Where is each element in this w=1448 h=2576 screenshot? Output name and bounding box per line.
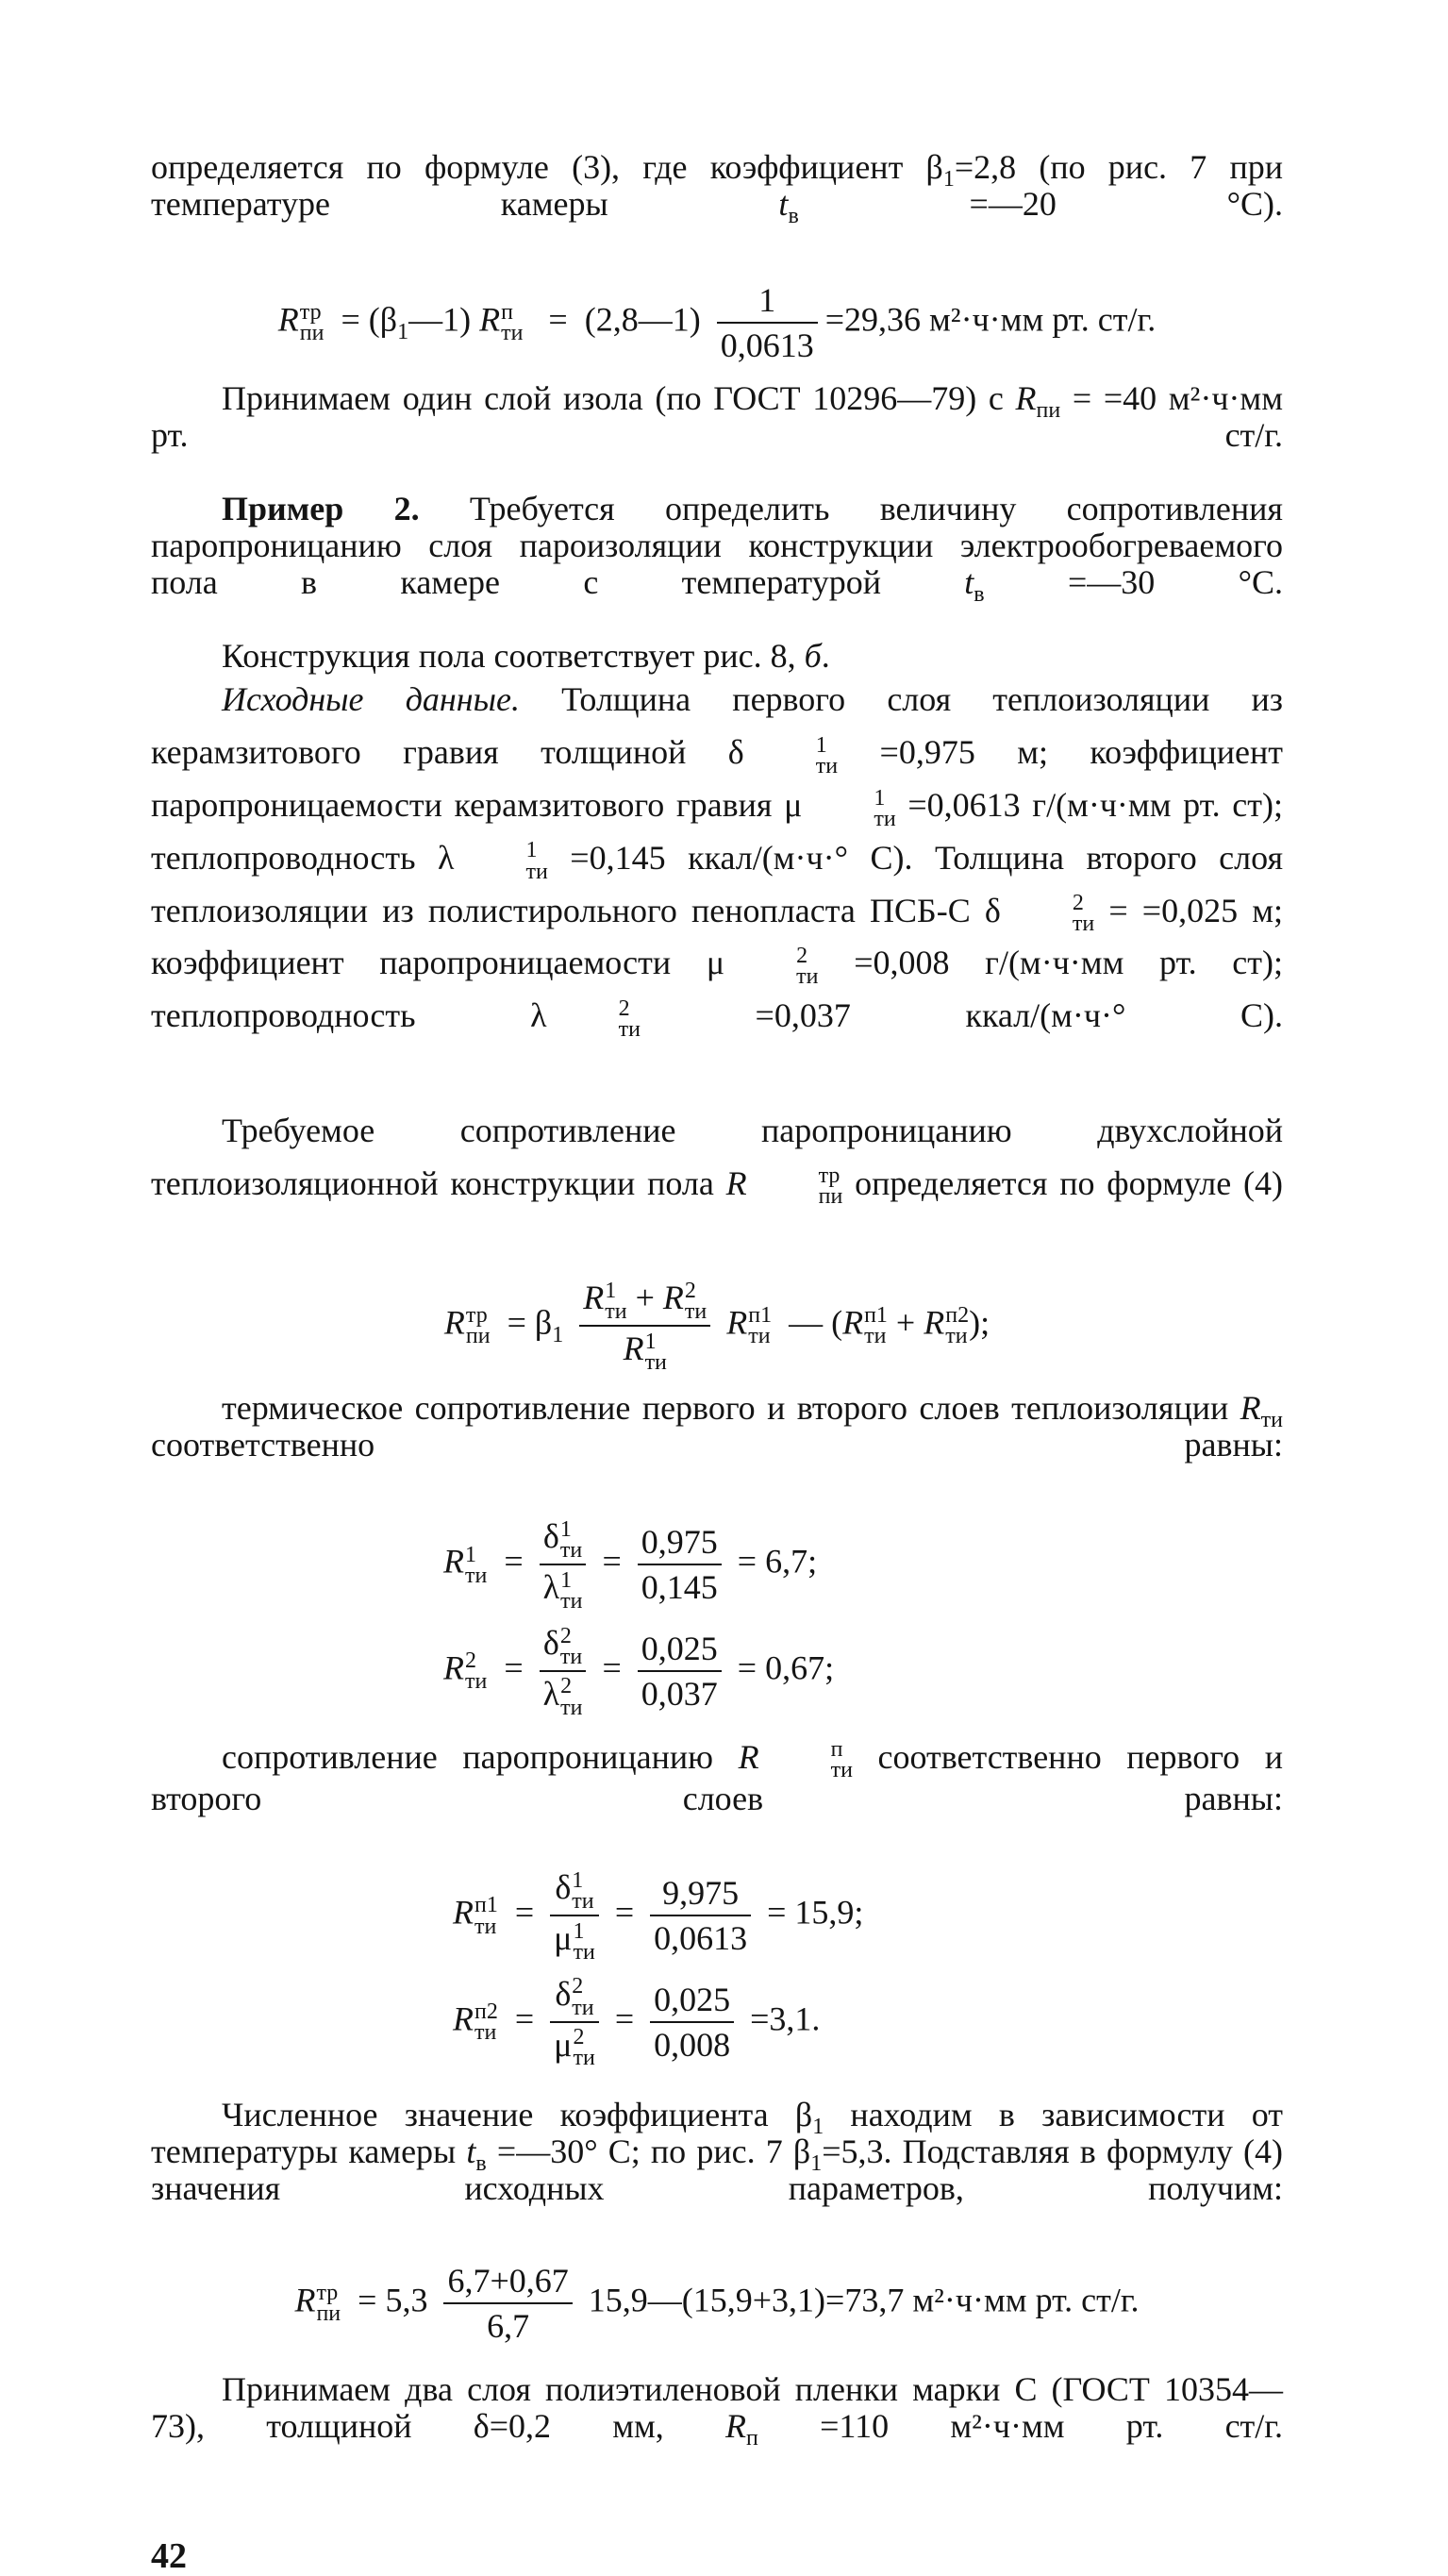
equation-1: R тр пи = $(\beta_1—1)$ R п ти = (2,8—1) $\frac{1}{0,0613}$ =29,36 м²·ч·мм рт. ст/г. — [277, 280, 1157, 364]
equation-rn1: R п1 ти = δ 1 ти μ 1 ти = $\frac{9,975}{0,0613}$ = 15,9; — [453, 1867, 864, 1965]
example-label: Пример 2. — [222, 490, 420, 527]
paragraph-last: Принимаем два слоя полиэтиленовой пленки марки С (ГОСТ 10354—73), толщиной δ=0,2 мм, $R_п =110$ м²·ч·мм рт. ст/г. — [151, 2369, 1283, 2451]
paragraph-initial-data: Исходные данные. Толщина первого слоя теплоизоляции из керамзитового гравия толщиной δ 1 ти =0,975 м; коэффициент паропроницаемости керамзитового гравия μ 1 ти =0,0613 г/(м·ч·мм рт. ст); теплопроводность λ 1 ти =0,145 ккал/(м·ч·° С). Толщина второго слоя теплоизоляции из полистирольного пенопласта ПСБ-С δ 2 ти = =0,025 м; коэффициент паропроницаемости μ 2 ти =0,008 г/(м·ч·мм рт. ст); теплопроводность λ 2 ти =0,037 ккал/(м·ч·° С). — [151, 680, 1284, 1042]
para1-text: определяется по формуле (3), где коэффициент $\beta_1=2,8$ (по рис. 7 при температуре камеры $t_в$ =—20 °С). — [151, 148, 1284, 229]
paragraph-vapour: сопротивление паропроницанию R п ти соответственно первого и второго слоев равны: — [151, 1737, 1283, 1818]
paragraph-formula-3 — [151, 149, 1283, 259]
equation-4: R тр пи = $\beta_1$ R 1 ти + R 2 ти R 1 ти R п1 ти — (R п1 ти + R п2 ти ); — [443, 1278, 990, 1375]
paragraph-required: Требуемое сопротивление паропроницанию двухслойной теплоизоляционной конструкции пола R тр пи определяется по формуле (4) — [151, 1111, 1283, 1210]
equation-r1: R 1 ти = δ 1 ти λ 1 ти = $\frac{0,975}{0,145}$ = 6,7; — [443, 1517, 818, 1614]
paragraph-construction: Конструкция пола соответствует рис. 8, б. — [222, 636, 830, 675]
equation-r2: R 2 ти = δ 2 ти λ 2 ти = $\frac{0,025}{0,037}$ = 0,67; — [443, 1623, 835, 1720]
initial-label: Исходные данные. — [222, 680, 520, 719]
paragraph-thermal: термическое сопротивление первого и второго слоев теплоизоляции $R_{ти}$ соответственно равны: — [151, 1388, 1283, 1464]
equation-final: R тр пи = 5,3 $\frac{6,7+0,67}{6,7}$ 15,9—(15,9+3,1)=73,7 м²·ч·мм рт. ст/г. — [294, 2261, 1140, 2345]
paragraph-izol: Принимаем один слой изола (по ГОСТ 10296—79) с $R_{пи} = =40$ м²·ч·мм рт. ст/г. — [151, 379, 1283, 455]
equation-rn2: R п2 ти = δ 2 ти μ 2 ти = $\frac{0,025}{0,008}$ =3,1. — [453, 1974, 821, 2071]
document-page — [151, 149, 1283, 2576]
paragraph-numeric: Численное значение коэффициента $\beta_1$ находим в зависимости от температуры камеры $t_в$ =—30° С; по рис. 7 $\beta_1=5,3$. Подставляя в формулу (4) значения исходных параметров, получим: — [151, 2096, 1284, 2208]
paragraph-example-2: Пример 2. Требуется определить величину сопротивления паропроницанию слоя пароизоляции конструкции электрообогреваемого пола в камере с температурой $t_в$ =—30 °С. — [151, 490, 1283, 607]
page-number: 42 — [151, 2536, 187, 2576]
